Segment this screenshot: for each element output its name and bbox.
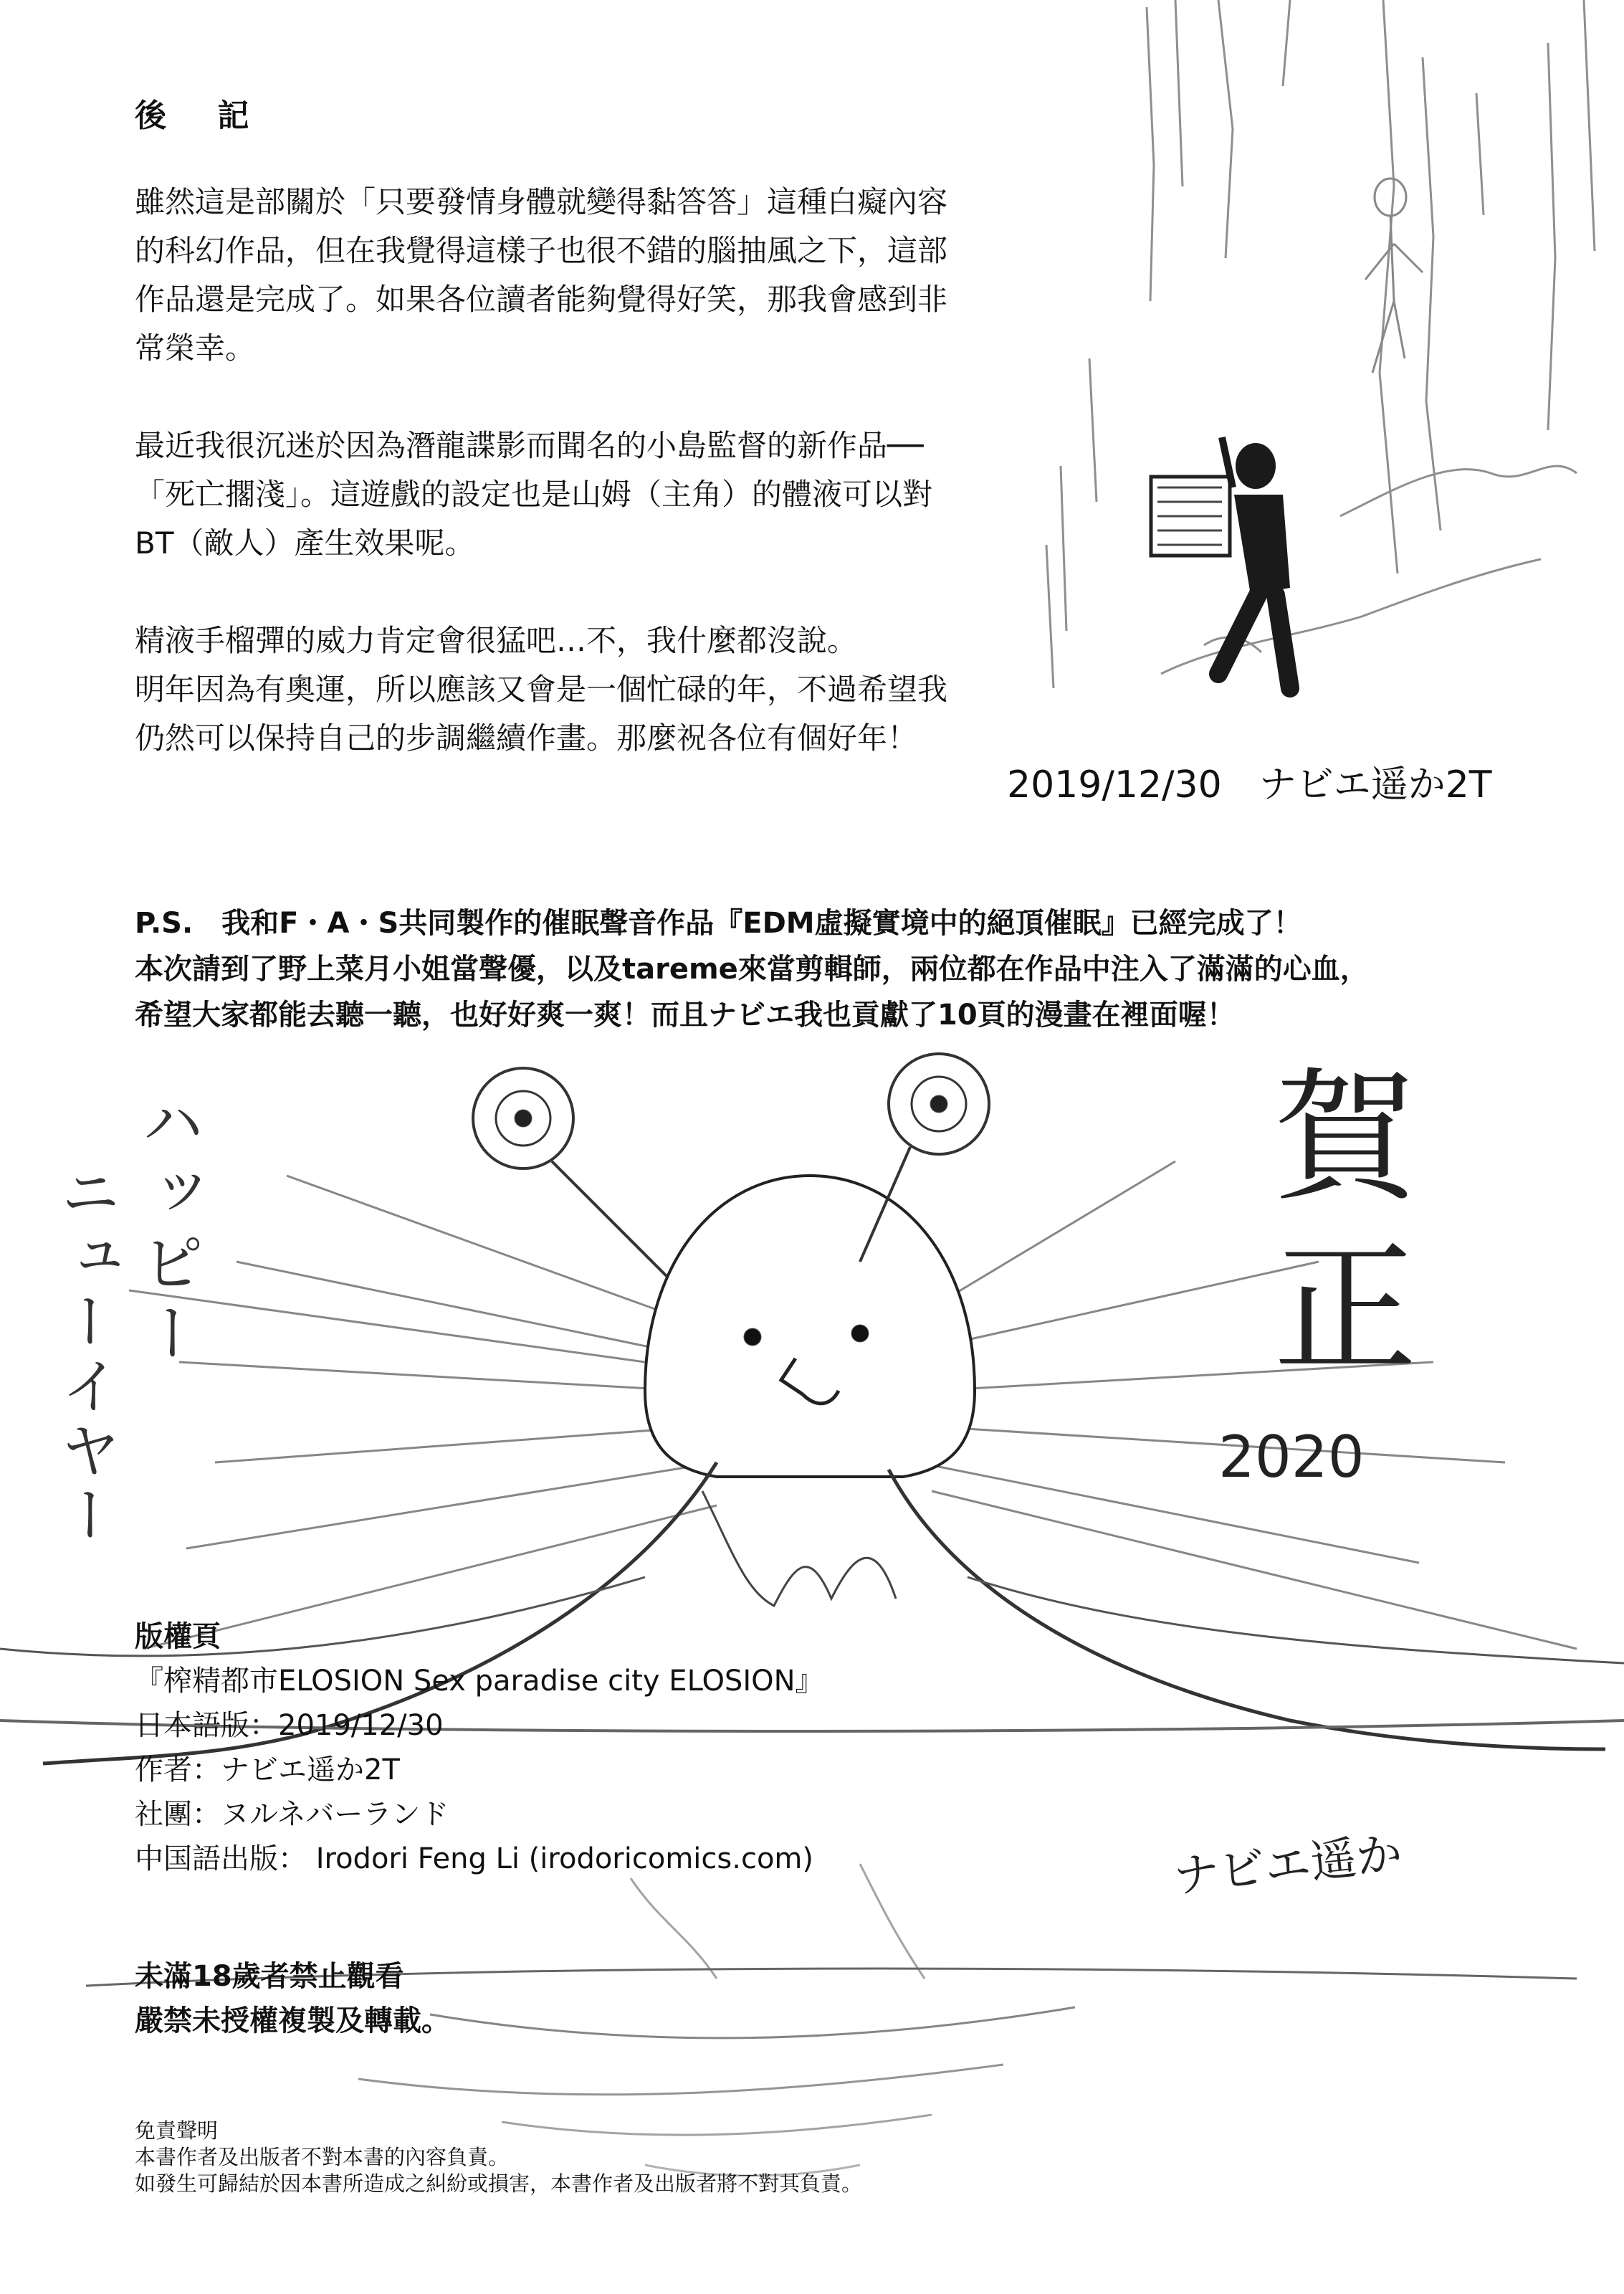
disclaimer-line-1: 本書作者及出版者不對本書的內容負責。 bbox=[135, 2145, 510, 2169]
copy-warning: 嚴禁未授權複製及轉載。 bbox=[135, 2004, 450, 2037]
warnings-section bbox=[135, 1954, 450, 2043]
credits-author: 作者：ナビエ遥か2T bbox=[135, 1753, 400, 1786]
happy-col-text: ハッピー bbox=[131, 1090, 206, 1371]
credits-title: 『榨精都市ELOSION Sex paradise city ELOSION』 bbox=[135, 1665, 824, 1698]
artist-signature-text: ナビエ遥か bbox=[1170, 1827, 1405, 1904]
year-text: 2020 bbox=[1218, 1424, 1365, 1490]
walking-figure-icon bbox=[1151, 437, 1290, 688]
disclaimer-title: 免責聲明 bbox=[135, 2118, 219, 2143]
ghost-figure-sketch bbox=[1365, 179, 1423, 373]
credits-circle: 社團：ヌルネバーランド bbox=[135, 1798, 449, 1831]
age-warning: 未滿18歲者禁止觀看 bbox=[135, 1960, 404, 1993]
gashou-text: 賀正 bbox=[1249, 1061, 1417, 1405]
forest-sketch bbox=[1046, 0, 1595, 688]
afterword-heading: 後 記 bbox=[135, 97, 269, 134]
credits-section bbox=[135, 1614, 824, 1881]
credits-release-date: 日本語版：2019/12/30 bbox=[135, 1709, 444, 1742]
afterword-paragraph-3: 精液手榴彈的威力肯定會很猛吧…不，我什麼都沒說。 明年因為有奧運，所以應該又會是一個忙碌的年，不過希望我 仍然可以保持自己的步調繼續作畫。那麼祝各位有個好年！ bbox=[135, 623, 948, 756]
disclaimer-line-2: 如發生可歸結於因本書所造成之糾紛或損害，本書作者及出版者將不對其負責。 bbox=[135, 2171, 863, 2196]
afterword-paragraph-2: 最近我很沉迷於因為潛龍諜影而聞名的小島監督的新作品── 「死亡擱淺」。這遊戲的設定也是山姆（主角）的體液可以對 BT（敵人）產生效果呢。 bbox=[135, 428, 933, 561]
afterword-body bbox=[135, 178, 1038, 763]
afterword-paragraph-1: 雖然這是部關於「只要發情身體就變得黏答答」這種白癡內容 的科幻作品，但在我覺得這樣子也很不錯的腦抽風之下，這部 作品還是完成了。如果各位讀者能夠覺得好笑，那我會感到非 常榮幸。 bbox=[135, 184, 948, 366]
credits-heading: 版權頁 bbox=[135, 1620, 221, 1653]
new-year-col-text: ニューイヤー bbox=[51, 1161, 121, 1548]
postscript: P.S. 我和F・A・S共同製作的催眠聲音作品『EDM虛擬實境中的絕頂催眠』已經完成了！ 本次請到了野上菜月小姐當聲優，以及tareme來當剪輯師，兩位都在作品中注入了滿滿的心血， 希望大家都能去聽一聽，也好好爽一爽！而且ナビエ我也貢獻了10頁的漫畫在裡面喔！ bbox=[135, 907, 1369, 1032]
afterword-signature: 2019/12/30 ナビエ遥か2T bbox=[1007, 763, 1492, 806]
disclaimer-section bbox=[135, 2118, 862, 2197]
afterword-section bbox=[135, 95, 269, 138]
credits-publisher: 中国語出版： Irodori Feng Li (irodoricomics.com) bbox=[135, 1842, 813, 1875]
